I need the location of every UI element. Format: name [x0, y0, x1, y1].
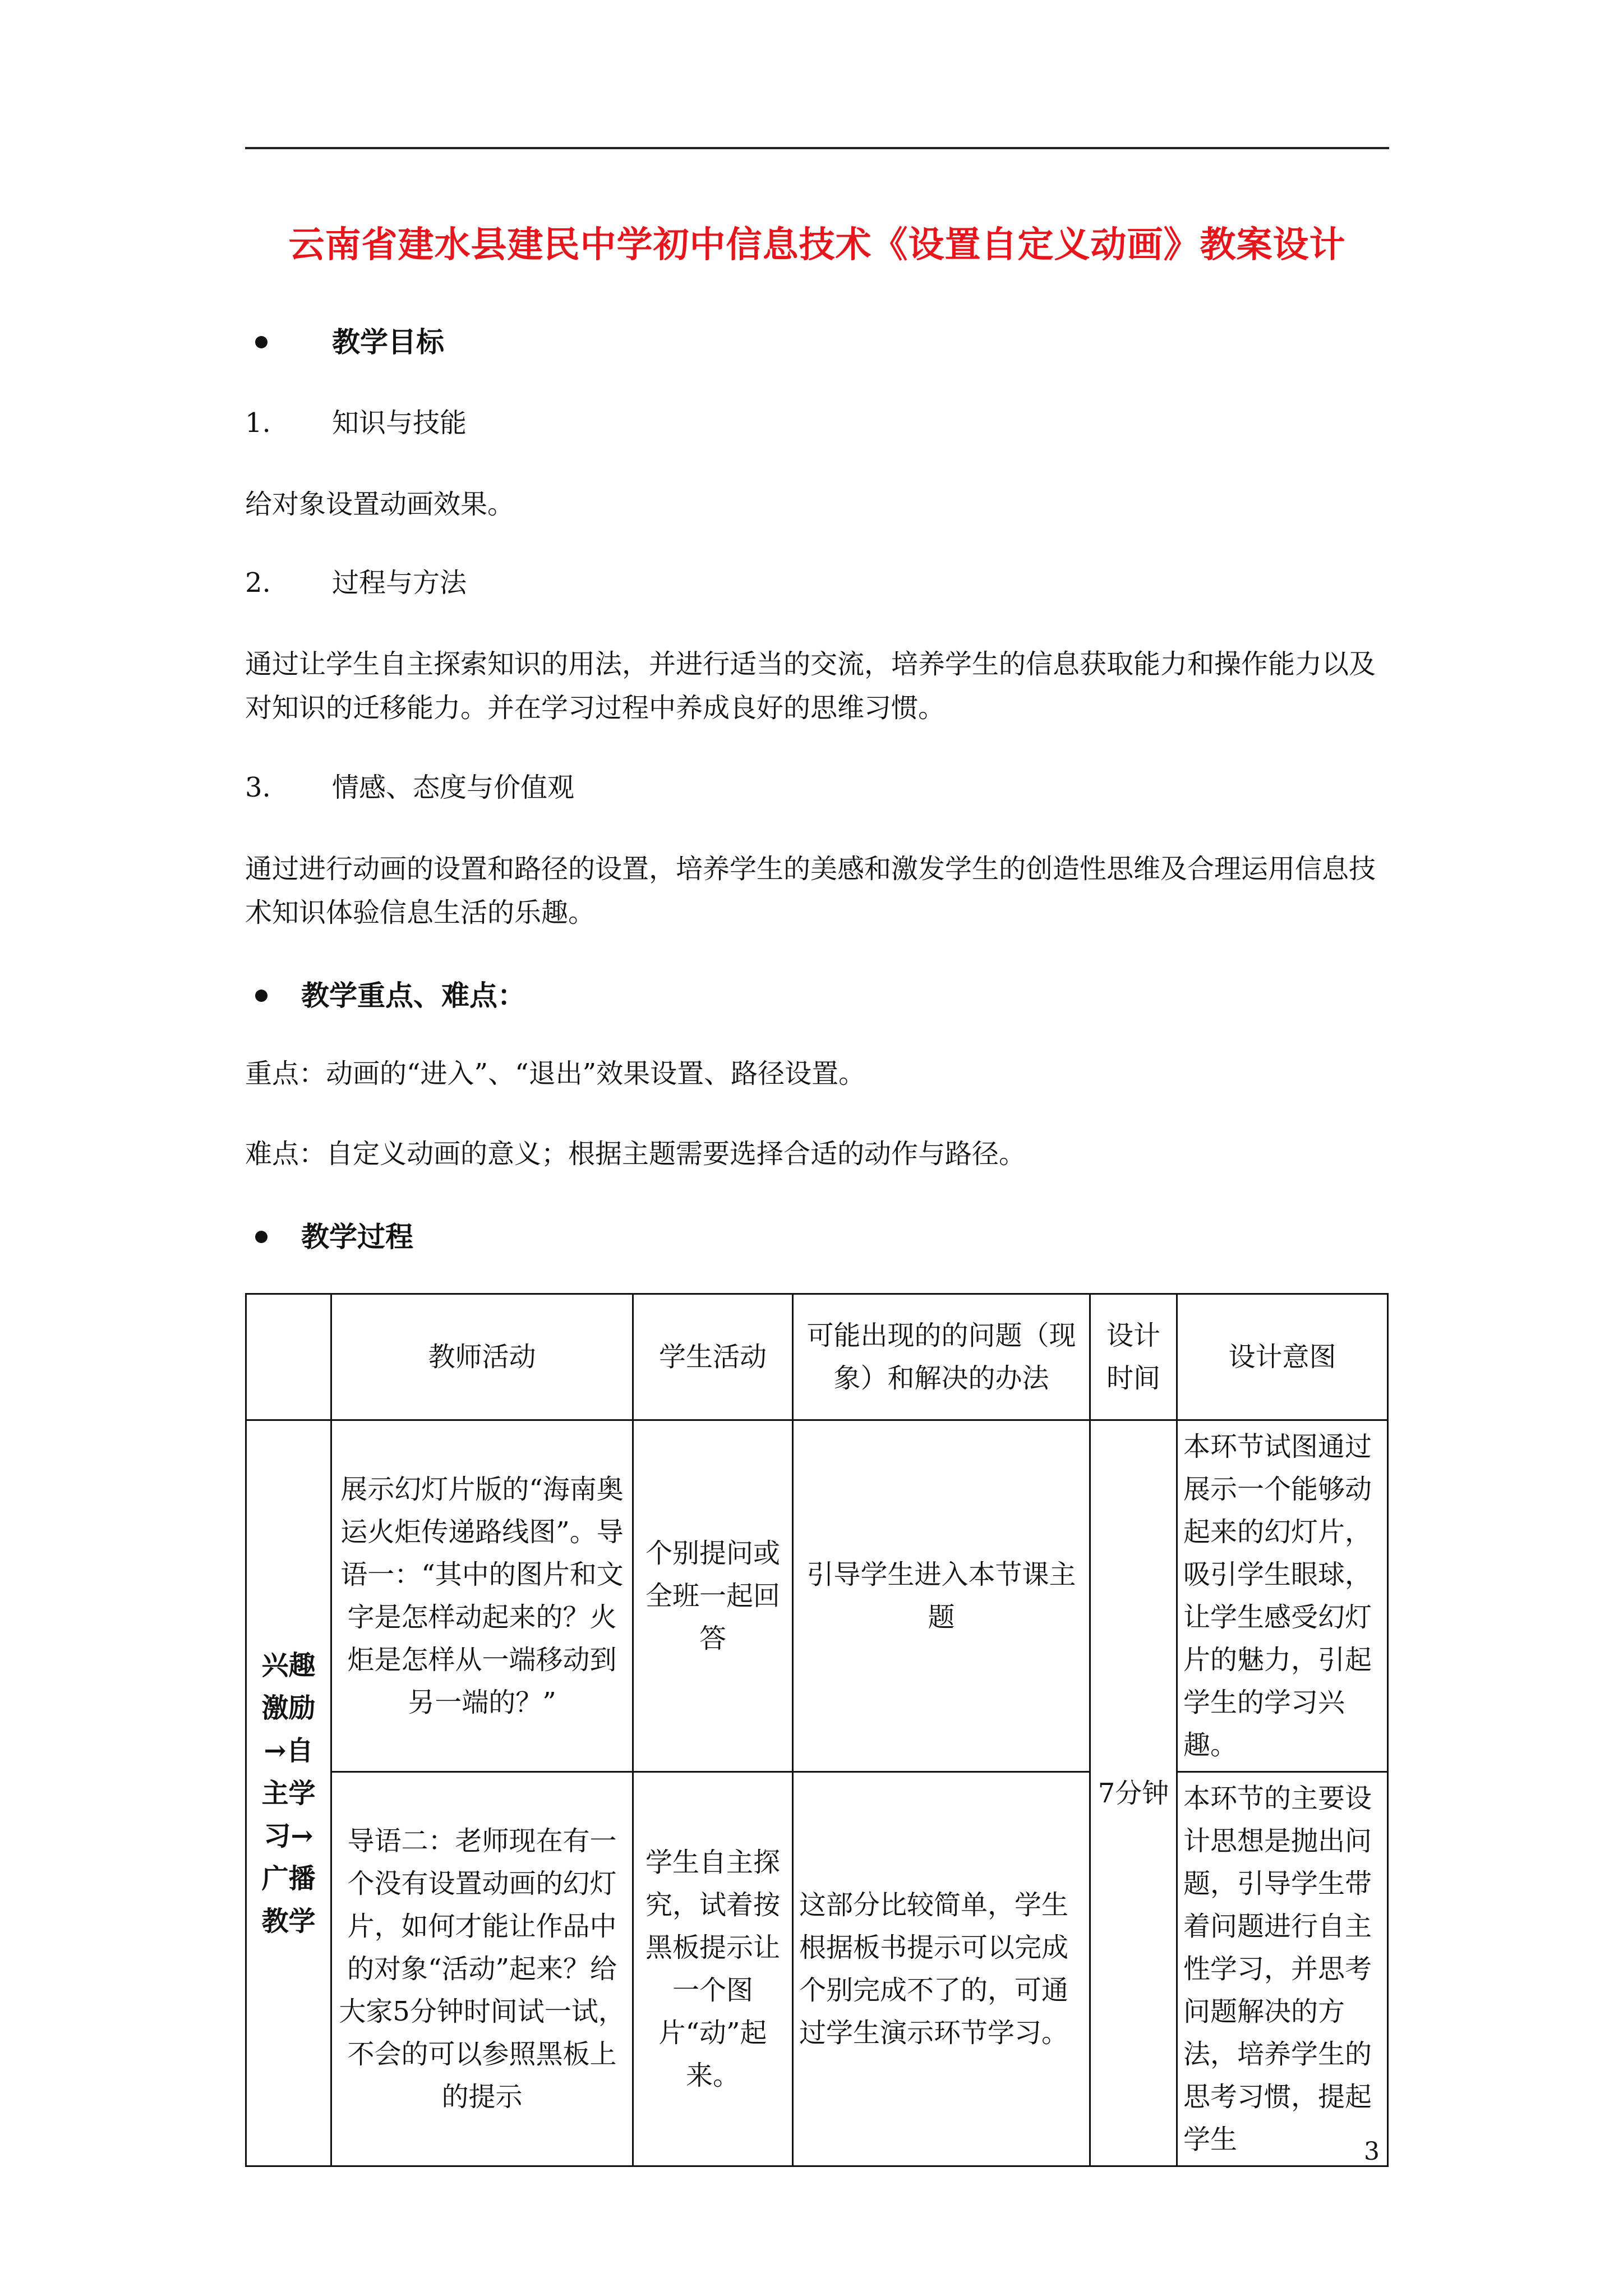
teacher-activity-cell: 展示幻灯片版的“海南奥运火炬传递路线图”。导语一：“其中的图片和文字是怎样动起来的？火炬是怎样从一端移动到另一端的？”: [331, 1420, 633, 1772]
objective-1-text: 给对象设置动画效果。: [245, 489, 515, 520]
objective-2-label: [245, 561, 1389, 605]
heading-text: 教学目标: [332, 325, 444, 358]
header-student: 学生活动: [633, 1294, 793, 1420]
emphasis-text: 重点：动画的“进入”、“退出”效果设置、路径设置。: [245, 1058, 866, 1089]
heading-text: 教学过程: [301, 1220, 413, 1253]
objective-3-label: [245, 766, 1389, 809]
objective-label: 过程与方法: [332, 567, 467, 599]
difficulty-text: 难点：自定义动画的意义；根据主题需要选择合适的动作与路径。: [245, 1138, 1026, 1170]
heading-text: 教学重点、难点：: [301, 979, 525, 1012]
table-header-row: [246, 1294, 1388, 1420]
problems-cell: 引导学生进入本节课主题: [793, 1420, 1090, 1772]
header-rule: [245, 147, 1389, 149]
objective-label: 知识与技能: [332, 407, 467, 439]
table-row: [246, 1420, 1388, 1772]
bullet-icon: [255, 1231, 268, 1243]
objective-number: 1.: [245, 407, 271, 439]
objective-number: 2.: [245, 567, 271, 599]
header-cell-empty: [246, 1294, 331, 1420]
teacher-activity-cell: 导语二：老师现在有一个没有设置动画的幻灯片，如何才能让作品中的对象“活动”起来？给大家5分钟时间试一试，不会的可以参照黑板上的提示: [331, 1772, 633, 2166]
problems-cell: 这部分比较简单，学生根据板书提示可以完成个别完成不了的，可通过学生演示环节学习。: [793, 1772, 1090, 2166]
bullet-icon: [255, 990, 268, 1002]
header-intent: 设计意图: [1177, 1294, 1388, 1420]
section-heading-key-points: [245, 973, 525, 1014]
section-heading-objectives: [245, 320, 444, 360]
document-title: 云南省建水县建民中学初中信息技术《设置自定义动画》教案设计: [288, 224, 1346, 266]
objective-3-text: 通过进行动画的设置和路径的设置，培养学生的美感和激发学生的创造性思维及合理运用信息技术知识体验信息生活的乐趣。: [245, 853, 1376, 928]
time-cell: 7分钟: [1090, 1420, 1177, 2166]
student-activity-cell: 个别提问或全班一起回答: [633, 1420, 793, 1772]
objective-1-label: [245, 401, 1389, 445]
process-table: [245, 1293, 1389, 2167]
header-teacher: 教师活动: [331, 1294, 633, 1420]
page-number: 3: [1364, 2137, 1380, 2166]
stage-cell: 兴趣激励→自主学习→广播教学: [246, 1420, 331, 2166]
objective-number: 3.: [245, 772, 271, 803]
intent-cell: 本环节试图通过展示一个能够动起来的幻灯片，吸引学生眼球，让学生感受幻灯片的魅力，引起学生的学习兴趣。: [1177, 1420, 1388, 1772]
student-activity-cell: 学生自主探究，试着按黑板提示让一个图片“动”起来。: [633, 1772, 793, 2166]
header-problems: 可能出现的的问题（现象）和解决的办法: [793, 1294, 1090, 1420]
objective-label: 情感、态度与价值观: [332, 772, 575, 803]
bullet-icon: [255, 336, 268, 348]
table-row: [246, 1772, 1388, 2166]
section-heading-process: [245, 1214, 413, 1255]
objective-2-text: 通过让学生自主探索知识的用法，并进行适当的交流，培养学生的信息获取能力和操作能力以及对知识的迁移能力。并在学习过程中养成良好的思维习惯。: [245, 648, 1376, 724]
header-time: 设计时间: [1090, 1294, 1177, 1420]
intent-cell: 本环节的主要设计思想是抛出问题，引导学生带着问题进行自主性学习，并思考问题解决的方法，培养学生的思考习惯，提起学生: [1177, 1772, 1388, 2166]
